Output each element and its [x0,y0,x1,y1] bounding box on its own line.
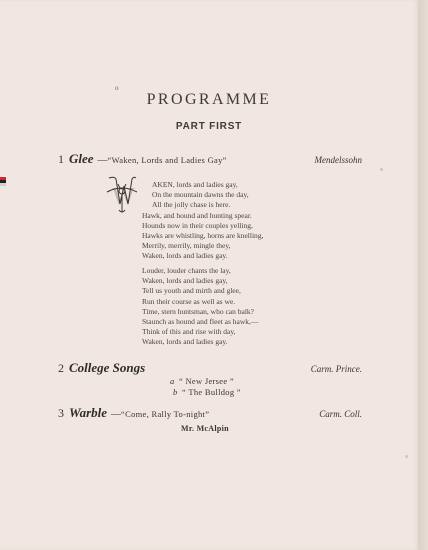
performer-name: Mr. McAlpin [181,424,229,433]
item-composer: Carm. Prince. [310,364,362,374]
lyric-line: Waken, lords and ladies gay, [142,276,228,286]
college-song-b [173,387,241,398]
item-type: Warble [69,405,108,420]
lyric-line: Staunch as hound and fleet as hawk,— [142,317,259,327]
lyric-line: Louder, louder chants the lay, [142,266,231,275]
lyric-line: Hounds now in their couples yelling, [142,220,253,230]
item-dash: — [111,409,122,420]
song-title: “ New Jersee ” [179,376,234,386]
item-number: 3 [58,406,64,420]
ornamental-dropcap [106,174,138,214]
item-composer: Carm. Coll. [319,409,362,419]
college-song-a [170,376,241,387]
lyric-line: Waken, lords and ladies gay. [142,337,228,347]
lyric-line: Run their course as well as we. [142,296,236,306]
item-type: College Songs [69,360,146,375]
item-number: 2 [58,361,64,375]
item-number: 1 [58,152,64,166]
lyric-line: On the mountain dawns the day, [152,190,249,200]
lyric-line: AKEN, lords and ladies gay, [152,180,238,189]
lyric-line: Time, stern huntsman, who can balk? [142,306,254,316]
ribbon-marker [0,177,6,186]
programme-item-3 [58,405,362,421]
song-title: “ The Bulldog ” [182,387,241,397]
lyric-line: Hawks are whistling, horns are knelling, [142,231,264,241]
lyrics-stanza-2 [142,266,258,348]
paper-speck [380,168,383,171]
item-composer: Mendelssohn [314,155,362,165]
item-type: Glee [69,151,94,166]
part-title: PART FIRST [175,121,243,132]
college-song-list [170,376,241,398]
song-label: b [173,387,178,397]
programme-title: PROGRAMME [146,91,272,108]
paper-speck [405,455,408,458]
page-spine [418,0,428,550]
lyric-line: Merrily, merrily, mingle they, [142,241,231,251]
item-piece-title: “Waken, Lords and Ladies Gay” [107,155,227,165]
lyric-line: Hawk, and hound and hunting spear. [142,210,252,220]
dropcap-letter: W [112,184,135,210]
lyric-line: Waken, lords and ladies gay. [142,251,228,261]
ornament-ring: o [115,84,119,92]
programme-item-2 [58,360,362,376]
lyric-line: All the jolly chase is here. [152,200,231,210]
item-dash: — [97,155,108,166]
lyrics-stanza-1 [142,180,263,262]
programme-item-1 [58,151,362,167]
lyric-line: Tell us youth and mirth and glee, [142,286,241,296]
song-label: a [170,376,175,386]
lyric-line: Think of this and rise with day, [142,327,236,337]
item-piece-title: “Come, Rally To-night” [121,409,210,419]
